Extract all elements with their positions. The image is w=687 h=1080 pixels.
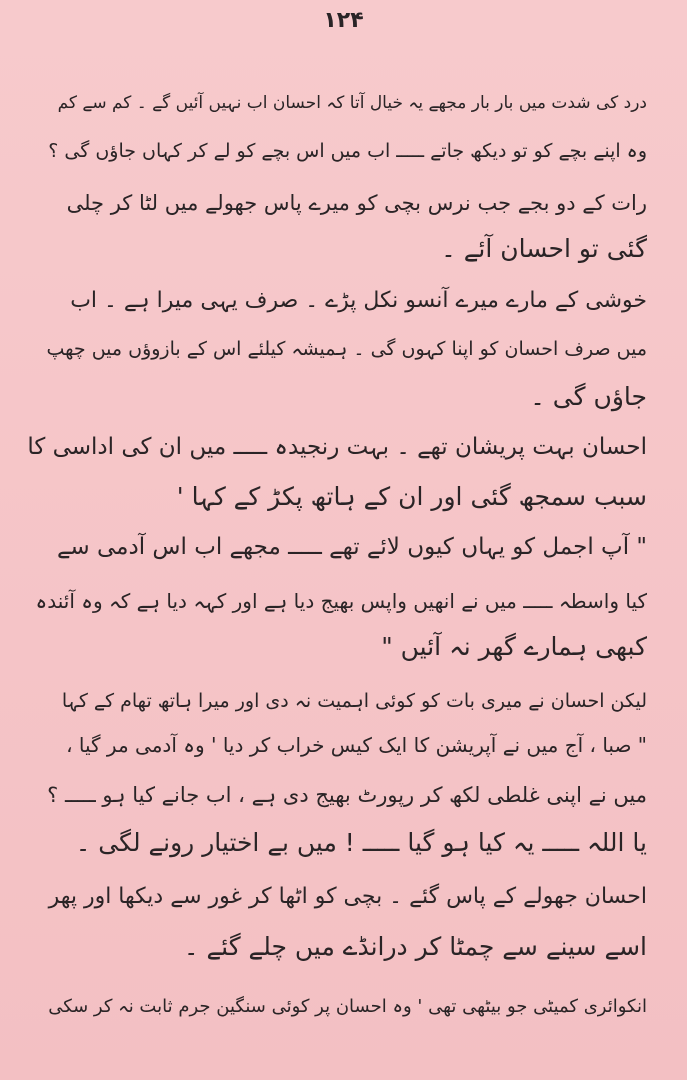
- text-line: درد کی شدت میں بار بار مجھے یہ خیال آتا کہ احسان اب نہیں آئیں گے ۔ کم سے کم: [57, 93, 647, 113]
- text-line: " صبا ، آج میں نے آپریشن کا ایک کیس خراب کر دیا ' وہ آدمی مر گیا ،: [66, 733, 647, 757]
- text-line: رات کے دو بجے جب نرس بچی کو میرے پاس جھولے میں لٹا کر چلی: [67, 191, 647, 215]
- text-line: اسے سینے سے چمٹا کر درانڈے میں چلے گئے ۔: [183, 932, 647, 961]
- text-line: گئی تو احسان آئے ۔: [441, 234, 647, 263]
- page-number: ۱۲۴: [323, 8, 364, 33]
- text-line: لیکن احسان نے میری بات کو کوئی اہمیت نہ دی اور میرا ہاتھ تھام کے کہا: [61, 690, 647, 712]
- text-line: یا اللہ ـــــ یہ کیا ہو گیا ـــــ ! میں بے اختیار رونے لگی ۔: [75, 828, 647, 857]
- text-line: احسان جھولے کے پاس گئے ۔ بچی کو اٹھا کر غور سے دیکھا اور پھر: [48, 884, 647, 909]
- text-line: احسان بہت پریشان تھے ۔ بہت رنجیدہ ـــــ میں ان کی اداسی کا: [27, 434, 647, 460]
- text-line: جاؤں گی ۔: [530, 382, 647, 411]
- text-line: میں نے اپنی غلطی لکھ کر رپورٹ بھیج دی ہے ، اب جانے کیا ہو ـــــ ؟: [47, 783, 647, 807]
- text-line: کبھی ہمارے گھر نہ آئیں ": [381, 632, 647, 661]
- text-line: خوشی کے مارے میرے آنسو نکل پڑے ۔ صرف یہی میرا ہے ۔ اب: [70, 288, 647, 313]
- text-line: انکوائری کمیٹی جو بیٹھی تھی ' وہ احسان پر کوئی سنگین جرم ثابت نہ کر سکی: [48, 996, 647, 1017]
- text-line: سبب سمجھ گئی اور ان کے ہاتھ پکڑ کے کہا ': [176, 482, 647, 511]
- text-line: وہ اپنے بچے کو تو دیکھ جاتے ـــــ اب میں اس بچے کو لے کر کہاں جاؤں گی ؟: [48, 140, 647, 162]
- text-line: میں صرف احسان کو اپنا کہوں گی ۔ ہمیشہ کیلئے اس کے بازوؤں میں چھپ: [46, 338, 647, 360]
- text-line: کیا واسطہ ـــــ میں نے انھیں واپس بھیج دیا ہے اور کہہ دیا ہے کہ وہ آئندہ: [35, 589, 647, 613]
- text-line: " آپ اجمل کو یہاں کیوں لائے تھے ـــــ مجھے اب اس آدمی سے: [56, 534, 647, 560]
